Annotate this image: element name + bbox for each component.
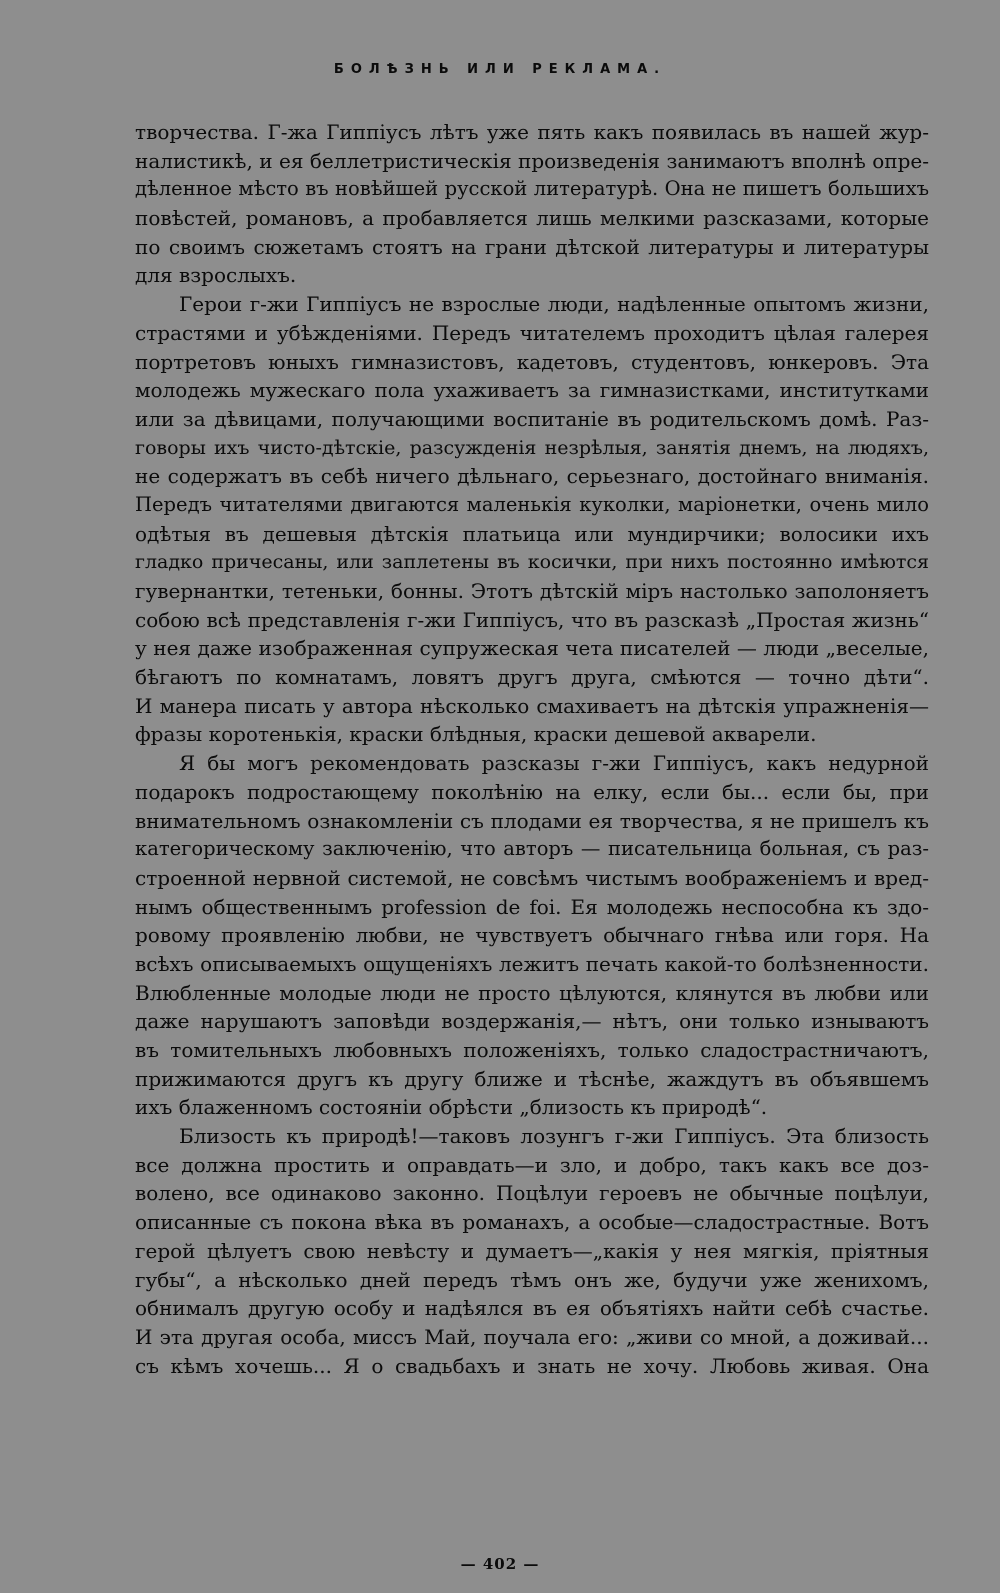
text-line: гувернантки, тетеньки, бонны. Этотъ дѣтскій міръ настолько заполоняетъ — [135, 579, 929, 603]
text-line: прижимаются другъ къ другу ближе и тѣснѣе, жаждутъ въ объявшемъ — [135, 1066, 929, 1091]
text-line: Герои г-жи Гиппіусъ не взрослые люди, надѣленные опытомъ жизни, — [179, 292, 929, 317]
text-line: фразы коротенькія, краски блѣдныя, краски дешевой акварели. — [135, 722, 817, 747]
text-line: съ кѣмъ хочешь... Я о свадьбахъ и знать не хочу. Любовь живая. Она — [135, 1353, 929, 1378]
text-line: молодежь мужескаго пола ухаживаетъ за гимназистками, институтками — [135, 378, 929, 403]
text-line: губы“, а нѣсколько дней передъ тѣмъ онъ же, будучи уже женихомъ, — [135, 1267, 929, 1292]
text-line: даже нарушаютъ заповѣди воздержанія,— нѣтъ, они только изнываютъ — [135, 1009, 929, 1034]
text-line: Передъ читателями двигаются маленькія куколки, маріонетки, очень мило — [135, 492, 929, 516]
text-line: дѣленное мѣсто въ новѣйшей русской литературѣ. Она не пишетъ большихъ — [135, 177, 929, 201]
text-line: Близость къ природѣ!—таковъ лозунгъ г-жи Гиппіусъ. Эта близость — [179, 1124, 929, 1149]
text-line: говоры ихъ чисто-дѣтскіе, разсужденія незрѣлыя, занятія днемъ, на людяхъ, — [135, 436, 929, 459]
text-line: повѣстей, романовъ, а пробавляется лишь мелкими разсказами, которые — [135, 206, 929, 231]
text-line: въ томительныхъ любовныхъ положеніяхъ, только сладострастничаютъ, — [135, 1038, 929, 1062]
text-line: собою всѣ представленія г-жи Гиппіусъ, что въ разсказѣ „Простая жизнь“ — [135, 607, 929, 632]
text-line: или за дѣвицами, получающими воспитаніе въ родительскомъ домѣ. Раз- — [135, 406, 929, 431]
text-line: страстями и убѣжденіями. Передъ читателемъ проходитъ цѣлая галерея — [135, 320, 929, 345]
text-line: у нея даже изображенная супружеская чета писателей — люди „веселые, — [135, 636, 929, 661]
text-line: внимательномъ ознакомленіи съ плодами ея творчества, я не пришелъ къ — [135, 808, 929, 833]
running-head: БОЛѢЗНЬ ИЛИ РЕКЛАМА. — [333, 62, 667, 77]
text-line: Я бы могъ рекомендовать разсказы г-жи Гиппіусъ, какъ недурной — [179, 751, 929, 776]
text-line: нымъ общественнымъ profession de foi. Ея молодежь неспособна къ здо- — [135, 894, 929, 919]
text-line: гладко причесаны, или заплетены въ косички, при нихъ постоянно имѣются — [135, 551, 929, 574]
text-line: не содержатъ въ себѣ ничего дѣльнаго, серьезнаго, достойнаго вниманія. — [135, 464, 929, 489]
text-line: подарокъ подростающему поколѣнію на елку, если бы... если бы, при — [135, 779, 929, 804]
text-line: Влюбленные молодые люди не просто цѣлуются, клянутся въ любви или — [135, 980, 929, 1005]
text-line: И эта другая особа, миссъ Май, поучала его: „живи со мной, а доживай... — [135, 1324, 929, 1349]
text-line: творчества. Г-жа Гиппіусъ лѣтъ уже пять какъ появилась въ нашей жур- — [135, 120, 929, 144]
page-number: — 402 — — [460, 1555, 540, 1573]
text-line: всѣхъ описываемыхъ ощущеніяхъ лежитъ печать какой-то болѣзненности. — [135, 951, 929, 976]
text-line: для взрослыхъ. — [135, 263, 297, 288]
text-line: обнималъ другую особу и надѣялся въ ея объятіяхъ найти себѣ счастье. — [135, 1296, 929, 1321]
text-line: ровому проявленію любви, не чувствуетъ обычнаго гнѣва или горя. На — [135, 923, 929, 948]
text-line: описанные съ покона вѣка въ романахъ, а особые—сладострастные. Вотъ — [135, 1210, 929, 1235]
text-line: строенной нервной системой, не совсѣмъ чистымъ воображеніемъ и вред- — [135, 865, 929, 890]
text-line: одѣтыя въ дешевыя дѣтскія платьица или мундирчики; волосики ихъ — [135, 521, 929, 546]
text-line: портретовъ юныхъ гимназистовъ, кадетовъ, студентовъ, юнкеровъ. Эта — [135, 349, 929, 374]
text-line: волено, все одинаково законно. Поцѣлуи героевъ не обычные поцѣлуи, — [135, 1181, 929, 1206]
text-line: по своимъ сюжетамъ стоятъ на грани дѣтской литературы и литературы — [135, 234, 929, 259]
text-line: категорическому заключенію, что авторъ — писательница больная, съ раз- — [135, 837, 929, 861]
body-text — [135, 118, 929, 1380]
text-line: И манера писать у автора нѣсколько смахиваетъ на дѣтскія упражненія— — [135, 693, 929, 718]
text-line: бѣгаютъ по комнатамъ, ловятъ другъ друга, смѣются — точно дѣти“. — [135, 665, 929, 690]
text-line: ихъ блаженномъ состояніи обрѣсти „близость къ природѣ“. — [135, 1095, 768, 1120]
text-line: герой цѣлуетъ свою невѣсту и думаетъ—„какія у нея мягкія, пріятныя — [135, 1238, 929, 1263]
text-line: налистикѣ, и ея беллетристическія произведенія занимаютъ вполнѣ опре- — [135, 148, 929, 173]
text-line: все должна простить и оправдать—и зло, и добро, такъ какъ все доз- — [135, 1152, 929, 1177]
